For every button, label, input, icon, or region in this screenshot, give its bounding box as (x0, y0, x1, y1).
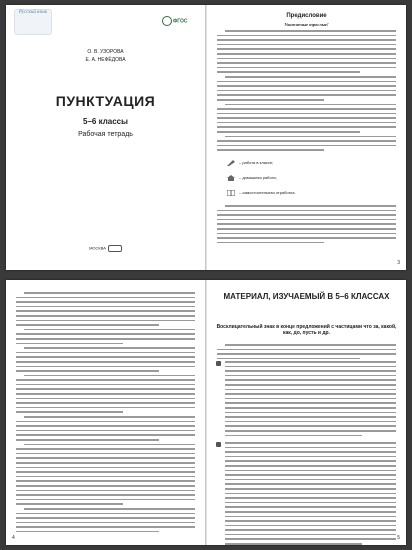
author-2: Е. А. НЕФЁДОВА (85, 57, 126, 63)
cover-page (6, 5, 205, 270)
preface-intro: Уважаемые взрослые! (284, 22, 329, 27)
publisher-city: МОСКВА (89, 245, 106, 251)
legend-homework-label: – домашняя работа; (239, 175, 277, 181)
legend-class-work (227, 160, 273, 166)
legend-class-work-label: – работа в классе; (239, 160, 274, 166)
exercise-marker-1 (216, 361, 221, 366)
publisher-label (6, 245, 205, 252)
preface-closing-text (217, 205, 396, 246)
preface-page (207, 5, 406, 270)
pencil-icon (227, 160, 235, 166)
top-spread (6, 5, 406, 270)
legend-self-study (227, 190, 296, 196)
house-icon (227, 175, 235, 181)
book-subtitle: Рабочая тетрадь (78, 131, 133, 138)
exercise-1-text (225, 361, 396, 439)
page-number-3: 3 (397, 260, 400, 266)
preface-text-block (217, 30, 396, 154)
chapter-title: МАТЕРИАЛ, ИЗУЧАЕМЫЙ В 5–6 КЛАССАХ (223, 292, 390, 301)
series-logo-text: Русский язык (18, 10, 48, 15)
book-icon (227, 190, 235, 196)
author-1: О. В. УЗОРОВА (87, 49, 124, 55)
page-number-5: 5 (397, 535, 400, 541)
fgos-label: ФГОС (173, 18, 188, 25)
legend-homework (227, 175, 277, 181)
section-title: Восклицательный знак в конце предложений с частицами что за, какой, как, до, пусть и др. (216, 324, 397, 336)
chapter-page (207, 280, 406, 545)
grade-label: 5–6 классы (83, 117, 128, 126)
bottom-spread (6, 280, 406, 545)
exercise-marker-2 (216, 442, 221, 447)
legend-self-study-label: – самостоятельная отработка. (239, 190, 296, 196)
fgos-icon (162, 16, 172, 26)
publisher-logo (108, 245, 122, 252)
rule-text (217, 344, 396, 362)
book-title: ПУНКТУАЦИЯ (55, 93, 156, 109)
fgos-badge (162, 16, 188, 26)
exercise-2-text (225, 442, 396, 545)
preface-continued-page (6, 280, 205, 545)
preface-continued-text (16, 292, 195, 535)
preface-heading: Предисловие (286, 13, 327, 19)
series-logo (14, 9, 52, 35)
page-number-4: 4 (12, 535, 15, 541)
